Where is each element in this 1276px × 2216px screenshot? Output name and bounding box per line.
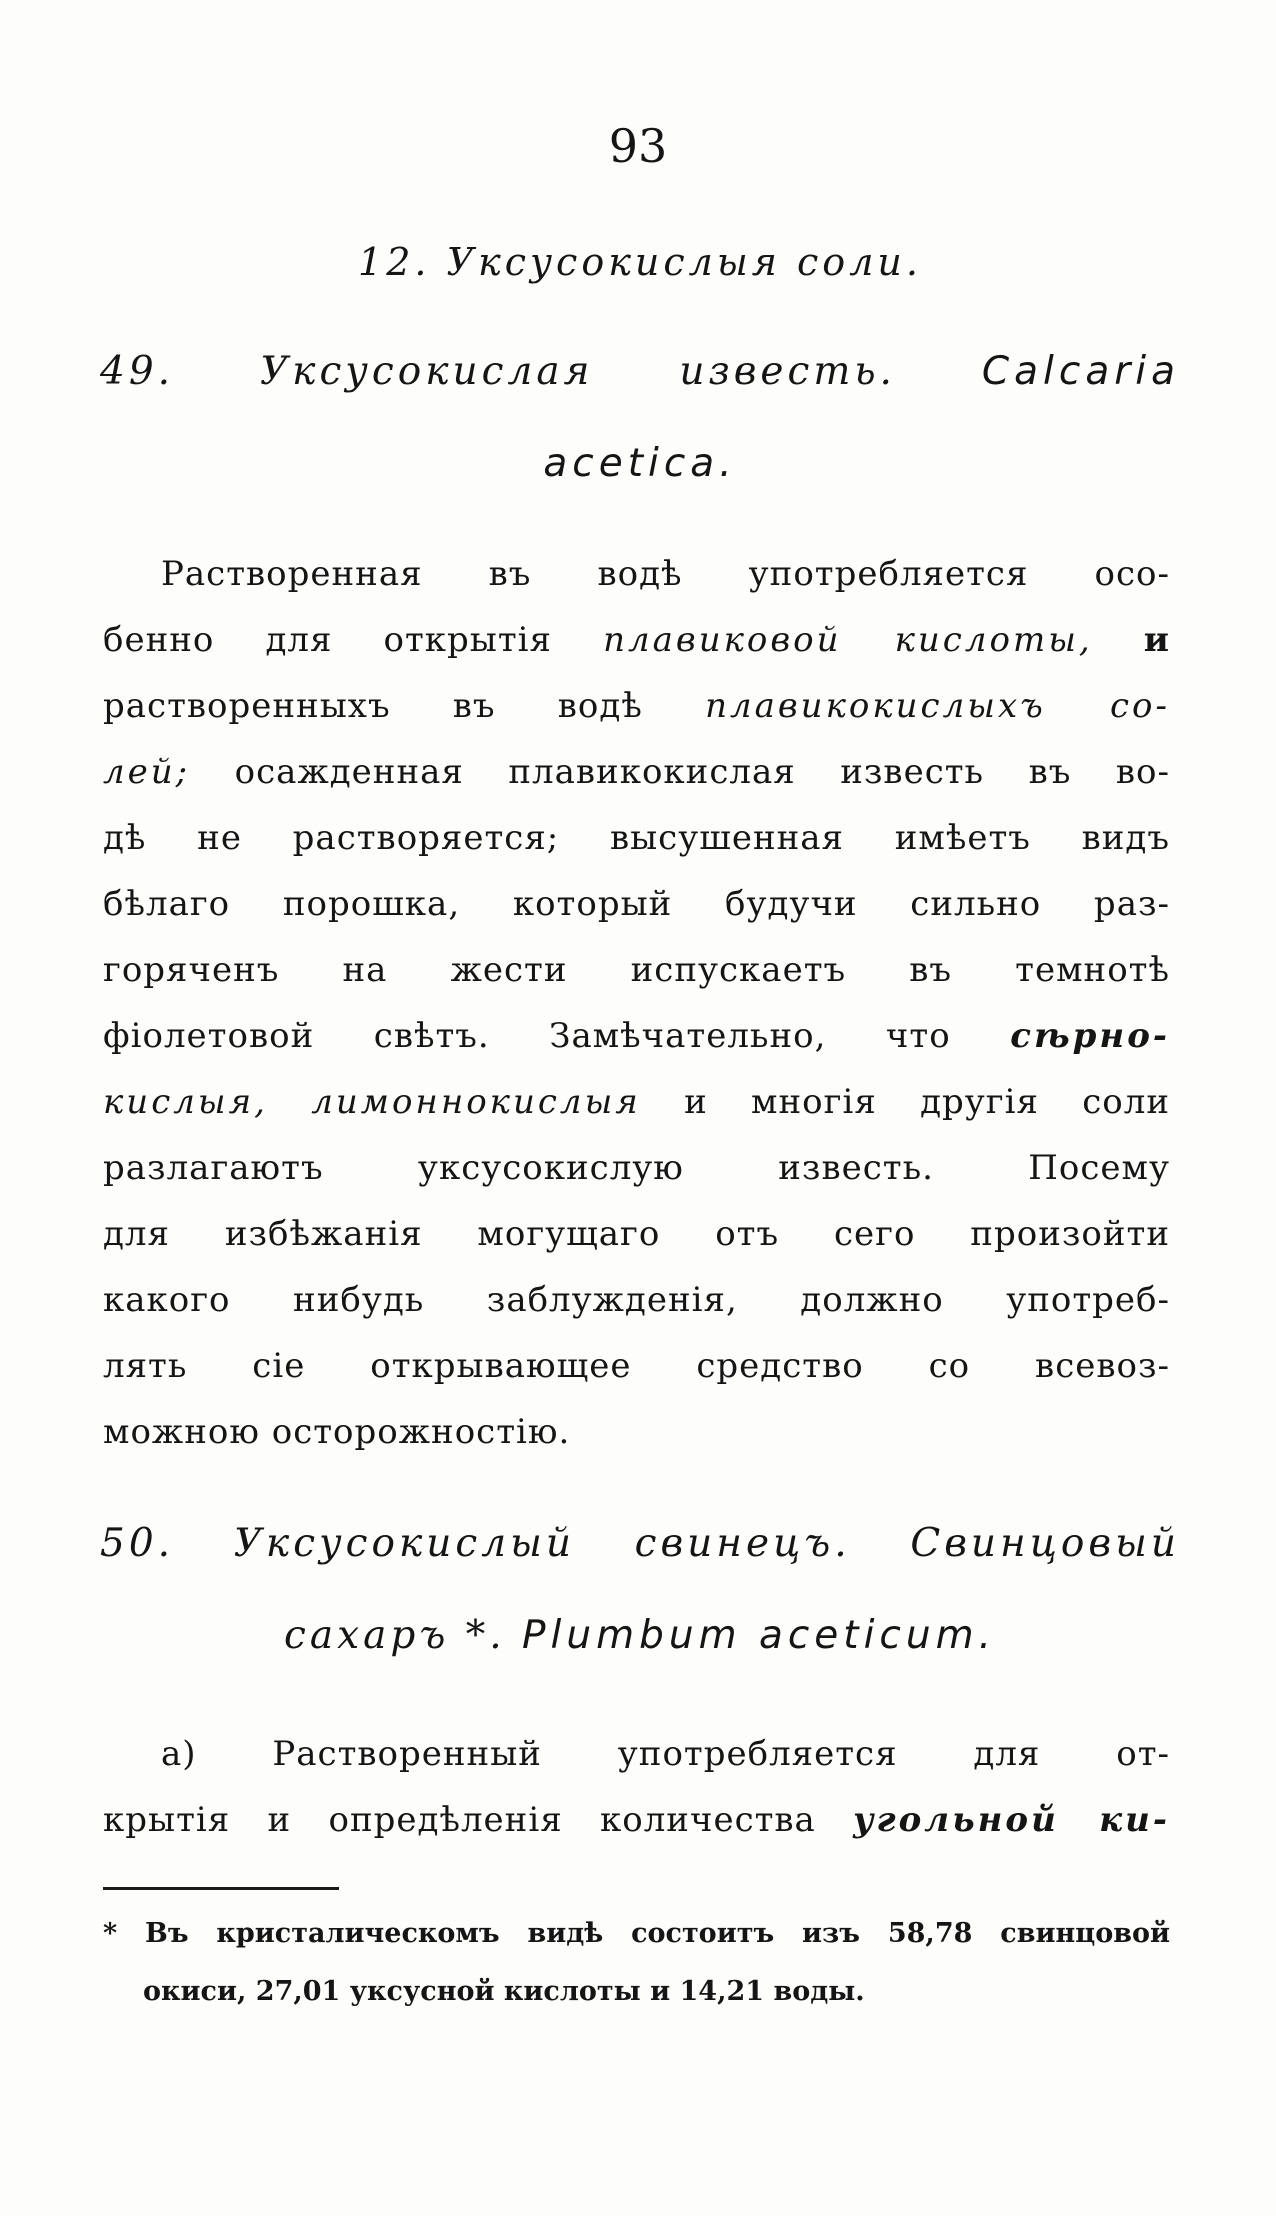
footnote-line-2 — [143, 1968, 865, 2016]
italic-term: лимоннокислыя — [311, 1082, 641, 1122]
entry-50-common-name: сахаръ *. — [284, 1613, 506, 1658]
text-span: и — [1143, 620, 1171, 660]
text-span: фіолетовой свѣтъ. Замѣчательно, что — [103, 1016, 951, 1056]
text-line — [103, 677, 1170, 735]
text-line — [103, 1725, 1170, 1783]
text-line — [103, 743, 1170, 801]
entry-49-heading-line-1 — [100, 344, 1180, 400]
text-line — [103, 1403, 1170, 1461]
italic-term: плавиковой кислоты, — [603, 620, 1093, 660]
text-span: Растворенная въ водѣ употребляется осо- — [161, 554, 1170, 594]
italic-term: угольной ки- — [853, 1800, 1170, 1840]
text-span: и многія другія соли — [684, 1082, 1170, 1122]
text-line — [103, 1337, 1170, 1395]
footnote-divider — [103, 1887, 339, 1890]
text-line — [103, 1791, 1170, 1849]
italic-term: сѣрно- — [1010, 1016, 1170, 1056]
text-line — [103, 809, 1170, 867]
text-span: а) Растворенный употребляется для от- — [161, 1734, 1170, 1774]
entry-50-heading-line-1 — [100, 1516, 1180, 1572]
footnote-text: окиси, 27,01 уксусной кислоты и 14,21 воды. — [143, 1976, 865, 2007]
entry-49-title: 49. Уксусокислая известь. — [100, 349, 896, 394]
text-span: разлагаютъ уксусокислую известь. Посему — [103, 1148, 1170, 1188]
section-heading: 12. Уксусокислыя соли. — [358, 240, 922, 284]
entry-50-title: 50. Уксусокислый свинецъ. Свинцовый — [100, 1521, 1180, 1566]
text-span: крытія и опредѣленія количества — [103, 1800, 816, 1840]
footnote-line-1 — [103, 1910, 1170, 1958]
text-line — [103, 1073, 1170, 1131]
text-span: осажденная плавикокислая известь въ во- — [234, 752, 1170, 792]
italic-term: лей; — [103, 752, 191, 792]
text-span: бенно для открытія — [103, 620, 553, 660]
entry-49-latin-name-cont: acetica. — [543, 441, 737, 486]
text-span: дѣ не растворяется; высушенная имѣетъ видъ — [103, 818, 1170, 858]
text-span: бѣлаго порошка, который будучи сильно раз- — [103, 884, 1170, 924]
text-line — [103, 1271, 1170, 1329]
text-line — [103, 545, 1170, 603]
italic-term: плавикокислыхъ со- — [705, 686, 1170, 726]
italic-term: кислыя, — [103, 1082, 268, 1122]
page-number: 93 — [608, 119, 668, 173]
footnote-marker: * — [103, 1918, 118, 1949]
text-line — [103, 1139, 1170, 1197]
text-span: можною осторожностію. — [103, 1412, 571, 1452]
footnote-text: Въ кристалическомъ видѣ состоитъ изъ 58,78 свинцовой — [145, 1918, 1171, 1949]
text-span: какого нибудь заблужденія, должно употреб- — [103, 1280, 1170, 1320]
entry-49-latin-name: Calcaria — [981, 349, 1180, 394]
text-span: горяченъ на жести испускаетъ въ темнотѣ — [103, 950, 1170, 990]
text-span: растворенныхъ въ водѣ — [103, 686, 643, 726]
text-line — [103, 875, 1170, 933]
text-line — [103, 1205, 1170, 1263]
entry-49-heading-line-2 — [100, 436, 1180, 492]
entry-50-latin-name: Plumbum aceticum. — [522, 1613, 996, 1658]
entry-50-heading-line-2 — [100, 1608, 1180, 1664]
text-line — [103, 1007, 1170, 1065]
text-line — [103, 941, 1170, 999]
text-span: для избѣжанія могущаго отъ сего произойти — [103, 1214, 1170, 1254]
text-line — [103, 611, 1170, 669]
text-span: лять сіе открывающее средство со всевоз- — [103, 1346, 1170, 1386]
